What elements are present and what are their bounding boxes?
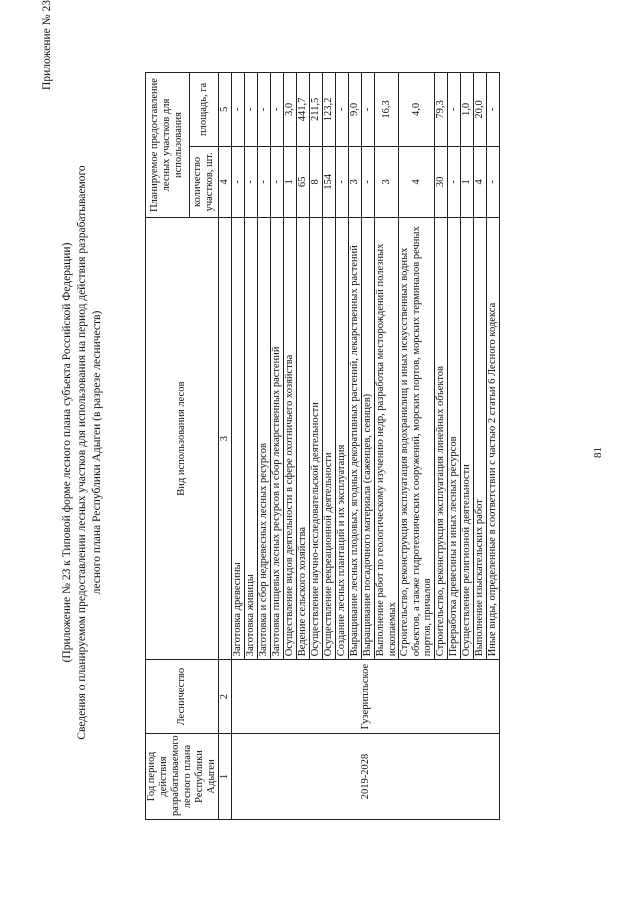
col-header-forestry: Лесничество [146, 660, 219, 734]
count-cell: - [362, 146, 375, 217]
use-type-cell: Строительство, реконструкция эксплуатация водохранилищ и иных искусственных водных объектов, а также гидротехнических сооружений, морских портов, морских терминалов речных портов, причалов [399, 218, 435, 660]
area-cell: - [362, 73, 375, 147]
use-type-cell: Создание лесных плантаций и их эксплуатация [336, 218, 349, 660]
area-cell: 3,0 [284, 73, 297, 147]
count-cell: 1 [284, 146, 297, 217]
area-cell: - [486, 73, 499, 147]
use-type-cell: Заготовка живицы [245, 218, 258, 660]
use-type-cell: Ведение сельского хозяйства [297, 218, 310, 660]
count-cell: 154 [323, 146, 336, 217]
document-title-line-1: Сведения о планируемом предоставлении лесных участков для использования на период действия разрабатываемого [76, 165, 88, 740]
table-body [232, 73, 500, 820]
use-type-cell: Заготовка древесины [232, 218, 245, 660]
col-number-2: 2 [219, 660, 232, 734]
col-header-period: Год период действия разрабатываемого лесного плана Республики Адыгеи [146, 734, 219, 820]
appendix-label: Приложение № 23 [41, 0, 53, 90]
area-cell: 211,5 [310, 73, 323, 147]
area-cell: 441,7 [297, 73, 310, 147]
col-number-1: 1 [219, 734, 232, 820]
col-header-use-type: Вид использования лесов [146, 218, 219, 660]
count-cell: - [271, 146, 284, 217]
area-cell: 123,2 [323, 73, 336, 147]
area-cell: 16,3 [375, 73, 399, 147]
area-cell: - [232, 73, 245, 147]
appendix-reference: (Приложение № 23 к Типовой форме лесного плана субъекта Российской Федерации) [61, 242, 73, 663]
period-cell: 2019-2028 [232, 734, 500, 820]
col-header-count: количество участков, шт. [189, 146, 218, 217]
col-header-planned: Планируемое предоставление лесных участков для использования [146, 73, 190, 218]
use-type-cell: Выращивание посадочного материала (саженцев, сеянцев) [362, 218, 375, 660]
count-cell: 3 [375, 146, 399, 217]
table-row [232, 73, 245, 820]
count-cell: 8 [310, 146, 323, 217]
land-plots-table [145, 72, 500, 820]
count-cell: 1 [460, 146, 473, 217]
use-type-cell: Осуществление религиозной деятельности [460, 218, 473, 660]
use-type-cell: Выполнение работ по геологическому изучению недр, разработка месторождений полезных ископаемых [375, 218, 399, 660]
use-type-cell: Переработка древесины и иных лесных ресурсов [447, 218, 460, 660]
page-number: 81 [592, 447, 604, 458]
col-header-area: площадь, га [189, 73, 218, 147]
area-cell: - [447, 73, 460, 147]
count-cell: - [232, 146, 245, 217]
use-type-cell: Осуществление видов деятельности в сфере охотничьего хозяйства [284, 218, 297, 660]
area-cell: - [258, 73, 271, 147]
count-cell: - [245, 146, 258, 217]
use-type-cell: Выполнение изыскательских работ [473, 218, 486, 660]
use-type-cell: Иные виды, определенные в соответствии с частью 2 статьи 6 Лесного кодекса [486, 218, 499, 660]
use-type-cell: Заготовка и сбор недревесных лесных ресурсов [258, 218, 271, 660]
area-cell: 20,0 [473, 73, 486, 147]
count-cell: 4 [473, 146, 486, 217]
use-type-cell: Строительство, реконструкция эксплуатация линейных объектов [434, 218, 447, 660]
count-cell: - [336, 146, 349, 217]
forestry-cell: Гузерипльское [232, 660, 500, 734]
count-cell: - [447, 146, 460, 217]
count-cell: 3 [349, 146, 362, 217]
count-cell: - [258, 146, 271, 217]
area-cell: 4,0 [399, 73, 435, 147]
use-type-cell: Выращивание лесных плодовых, ягодных декоративных растений, лекарственных растений [349, 218, 362, 660]
col-number-4: 4 [219, 146, 232, 217]
use-type-cell: Заготовка пищевых лесных ресурсов и сбор лекарственных растений [271, 218, 284, 660]
use-type-cell: Осуществление научно-исследовательской деятельности [310, 218, 323, 660]
count-cell: 4 [399, 146, 435, 217]
area-cell: - [336, 73, 349, 147]
use-type-cell: Осуществление рекреационной деятельности [323, 218, 336, 660]
count-cell: 65 [297, 146, 310, 217]
count-cell: 30 [434, 146, 447, 217]
col-number-3: 3 [219, 218, 232, 660]
area-cell: - [245, 73, 258, 147]
col-number-5: 5 [219, 73, 232, 147]
area-cell: 1,0 [460, 73, 473, 147]
area-cell: - [271, 73, 284, 147]
document-title-line-2: лесного плана Республики Адыгеи (в разрезе лесничеств) [91, 310, 103, 595]
area-cell: 79,3 [434, 73, 447, 147]
area-cell: 9,0 [349, 73, 362, 147]
count-cell: - [486, 146, 499, 217]
